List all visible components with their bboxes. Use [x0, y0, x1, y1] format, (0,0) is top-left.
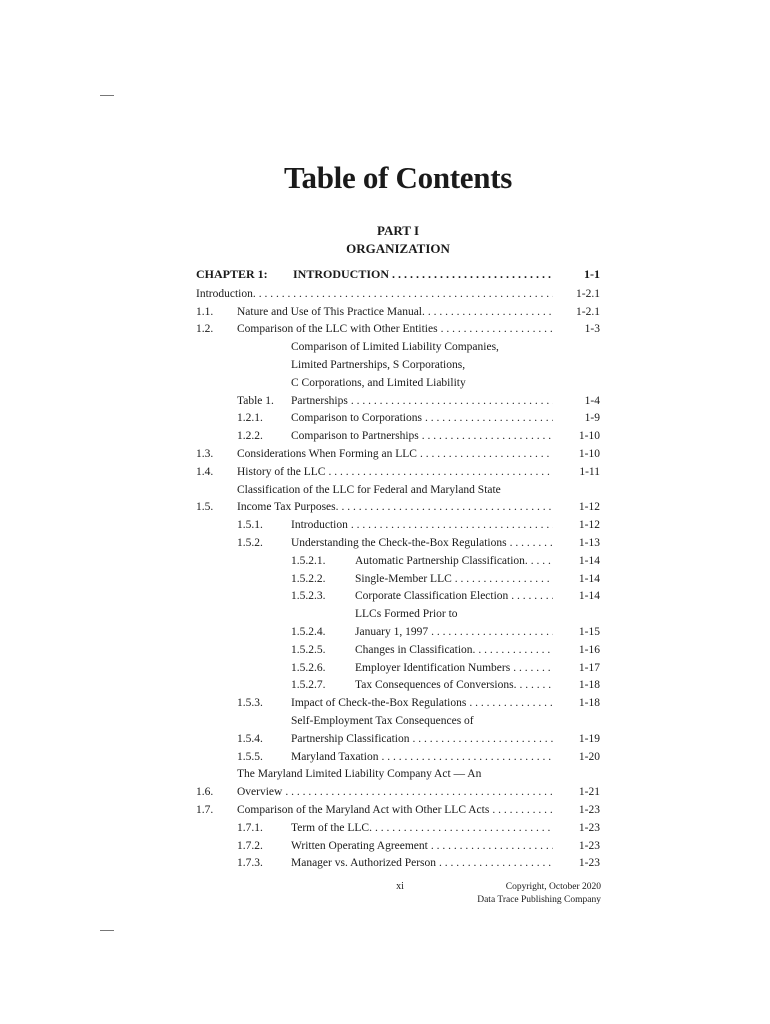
- leader-dots: [531, 553, 553, 571]
- entry-text: Term of the LLC.: [291, 821, 372, 834]
- toc-entry[interactable]: [196, 321, 600, 339]
- toc-entry[interactable]: [196, 766, 600, 802]
- entry-page: 1-13: [578, 536, 600, 549]
- leader-dots: [519, 677, 553, 695]
- leader-dots: [478, 642, 553, 660]
- entry-text: Automatic Partnership Classification.: [355, 554, 528, 567]
- entry-number: 1.5.2.3.: [291, 590, 326, 603]
- entry-text: Impact of Check-the-Box Regulations: [291, 697, 467, 710]
- entry-page: 1-12: [578, 519, 600, 532]
- entry-page: 1-14: [578, 554, 600, 567]
- toc-entry[interactable]: [196, 428, 600, 446]
- entry-text: Introduction.: [196, 287, 256, 300]
- toc-list: [196, 266, 600, 873]
- toc-entry[interactable]: [196, 820, 600, 838]
- toc-entry[interactable]: [196, 713, 600, 749]
- entry-text: Changes in Classification.: [355, 643, 476, 656]
- leader-dots: [413, 731, 554, 749]
- toc-entry[interactable]: [196, 660, 600, 678]
- leader-dots: [510, 535, 553, 553]
- chapter-page: 1-1: [584, 267, 600, 281]
- entry-page: 1-23: [578, 857, 600, 870]
- entry-text: Manager vs. Authorized Person: [291, 857, 436, 870]
- entry-text: Considerations When Forming an LLC: [237, 447, 417, 460]
- entry-page: 1-18: [578, 697, 600, 710]
- crop-mark-bottom: [100, 930, 114, 931]
- entry-number: Table 1.: [237, 394, 274, 407]
- toc-entry[interactable]: [196, 535, 600, 553]
- entry-page: 1-2.1: [576, 287, 600, 300]
- toc-entry[interactable]: [196, 642, 600, 660]
- toc-entry[interactable]: [196, 588, 600, 606]
- toc-entry[interactable]: [196, 749, 600, 767]
- entry-text: Comparison to Corporations: [291, 412, 422, 425]
- leader-dots: [259, 286, 553, 304]
- entry-number: 1.5.1.: [237, 519, 263, 532]
- leader-dots: [469, 695, 553, 713]
- entry-number: 1.5.5.: [237, 750, 263, 763]
- leader-dots: [351, 517, 553, 535]
- entry-text: Introduction: [291, 519, 348, 532]
- toc-entry[interactable]: [196, 482, 600, 518]
- entry-text: Nature and Use of This Practice Manual.: [237, 305, 425, 318]
- entry-number: 1.2.1.: [237, 412, 263, 425]
- entry-text-line: Classification of the LLC for Federal and Maryland State: [237, 483, 501, 496]
- entry-number: 1.5.2.2.: [291, 572, 326, 585]
- leader-dots: [428, 304, 553, 322]
- toc-entry[interactable]: [196, 410, 600, 428]
- leader-dots: [328, 464, 553, 482]
- chapter-row[interactable]: [196, 266, 600, 284]
- entry-page: 1-2.1: [576, 305, 600, 318]
- entry-number: 1.5.3.: [237, 697, 263, 710]
- leader-dots: [285, 784, 553, 802]
- leader-dots: [351, 393, 553, 411]
- part-number: PART I: [376, 223, 420, 238]
- toc-entry[interactable]: [196, 802, 600, 820]
- leader-dots: [511, 588, 553, 606]
- leader-dots: [431, 838, 553, 856]
- toc-entry[interactable]: [196, 677, 600, 695]
- toc-entry[interactable]: [196, 339, 600, 410]
- entry-number: 1.7.2.: [237, 839, 263, 852]
- entry-text: Comparison of the LLC with Other Entities: [237, 323, 438, 336]
- entry-page: 1-4: [584, 394, 600, 407]
- entry-page: 1-20: [578, 750, 600, 763]
- chapter-name: INTRODUCTION: [293, 267, 390, 281]
- entry-page: 1-21: [578, 786, 600, 799]
- entry-page: 1-10: [578, 430, 600, 443]
- entry-number: 1.6.: [196, 786, 214, 799]
- entry-text-line: LLCs Formed Prior to: [355, 608, 458, 621]
- entry-text: January 1, 1997: [355, 625, 429, 638]
- entry-page: 1-18: [578, 679, 600, 692]
- entry-number: 1.7.1.: [237, 821, 263, 834]
- entry-text: Employer Identification Numbers: [355, 661, 511, 674]
- toc-entries: [196, 286, 600, 873]
- entry-text: Overview: [237, 786, 283, 799]
- part-name: ORGANIZATION: [346, 241, 450, 256]
- entry-text-line: Self-Employment Tax Consequences of: [291, 714, 474, 727]
- chapter-label: CHAPTER 1:: [196, 267, 268, 281]
- entry-number: 1.7.: [196, 803, 214, 816]
- entry-text: Corporate Classification Election: [355, 590, 509, 603]
- entry-page: 1-14: [578, 590, 600, 603]
- entry-text: Income Tax Purposes.: [237, 501, 339, 514]
- entry-text: Partnership Classification: [291, 732, 410, 745]
- leader-dots: [420, 446, 553, 464]
- entry-number: 1.1.: [196, 305, 214, 318]
- leader-dots: [375, 820, 553, 838]
- entry-number: 1.5.2.1.: [291, 554, 326, 567]
- entry-text-line: Limited Partnerships, S Corporations,: [291, 358, 466, 371]
- crop-mark-top: [100, 95, 114, 96]
- entry-text: Comparison to Partnerships: [291, 430, 419, 443]
- entry-number: 1.5.2.6.: [291, 661, 326, 674]
- entry-number: 1.5.2.: [237, 536, 263, 549]
- entry-page: 1-10: [578, 447, 600, 460]
- entry-number: 1.5.2.7.: [291, 679, 326, 692]
- toc-entry[interactable]: [196, 606, 600, 642]
- toc-entry[interactable]: [196, 517, 600, 535]
- entry-page: 1-23: [578, 803, 600, 816]
- toc-entry[interactable]: [196, 286, 600, 304]
- leader-dots: [342, 499, 553, 517]
- entry-number: 1.5.: [196, 501, 214, 514]
- entry-page: 1-11: [579, 465, 600, 478]
- leader-dots: [392, 266, 553, 284]
- entry-page: 1-23: [578, 821, 600, 834]
- toc-entry[interactable]: [196, 553, 600, 571]
- toc-entry[interactable]: [196, 695, 600, 713]
- entry-page: 1-14: [578, 572, 600, 585]
- leader-dots: [431, 624, 553, 642]
- entry-text: Maryland Taxation: [291, 750, 379, 763]
- entry-text-line: C Corporations, and Limited Liability: [291, 376, 466, 389]
- entry-text: Tax Consequences of Conversions.: [355, 679, 517, 692]
- entry-page: 1-3: [584, 323, 600, 336]
- entry-number: 1.3.: [196, 447, 214, 460]
- toc-entry[interactable]: [196, 838, 600, 856]
- entry-number: 1.5.4.: [237, 732, 263, 745]
- entry-page: 1-15: [578, 625, 600, 638]
- entry-number: 1.2.: [196, 323, 214, 336]
- entry-number: 1.2.2.: [237, 430, 263, 443]
- leader-dots: [439, 855, 553, 873]
- toc-entry[interactable]: [196, 855, 600, 873]
- entry-number: 1.5.2.5.: [291, 643, 326, 656]
- copyright-text: Copyright, October 2020: [505, 882, 601, 892]
- entry-page: 1-19: [578, 732, 600, 745]
- entry-number: 1.5.2.4.: [291, 625, 326, 638]
- page-number: xi: [396, 881, 404, 892]
- entry-page: 1-16: [578, 643, 600, 656]
- publisher-text: Data Trace Publishing Company: [477, 895, 601, 905]
- part-heading: [0, 222, 770, 258]
- toc-entry[interactable]: [196, 304, 600, 322]
- entry-text: Comparison of the Maryland Act with Other LLC Acts: [237, 803, 490, 816]
- entry-text: History of the LLC: [237, 465, 326, 478]
- entry-text: Partnerships: [291, 394, 348, 407]
- leader-dots: [492, 802, 553, 820]
- leader-dots: [441, 321, 553, 339]
- entry-text: Written Operating Agreement: [291, 839, 428, 852]
- leader-dots: [425, 410, 553, 428]
- entry-text-line: Comparison of Limited Liability Companies,: [291, 341, 499, 354]
- entry-page: 1-17: [578, 661, 600, 674]
- entry-text-line: The Maryland Limited Liability Company Act — An: [237, 768, 482, 781]
- leader-dots: [513, 660, 553, 678]
- leader-dots: [381, 749, 553, 767]
- entry-page: 1-9: [584, 412, 600, 425]
- toc-entry[interactable]: [196, 464, 600, 482]
- toc-entry[interactable]: [196, 571, 600, 589]
- entry-page: 1-23: [578, 839, 600, 852]
- leader-dots: [455, 571, 553, 589]
- entry-number: 1.7.3.: [237, 857, 263, 870]
- leader-dots: [422, 428, 553, 446]
- entry-text: Single-Member LLC: [355, 572, 452, 585]
- entry-number: 1.4.: [196, 465, 214, 478]
- toc-entry[interactable]: [196, 446, 600, 464]
- page-title: Table of Contents: [283, 160, 512, 195]
- entry-text: Understanding the Check-the-Box Regulations: [291, 536, 507, 549]
- entry-page: 1-12: [578, 501, 600, 514]
- copyright-notice: [477, 881, 601, 907]
